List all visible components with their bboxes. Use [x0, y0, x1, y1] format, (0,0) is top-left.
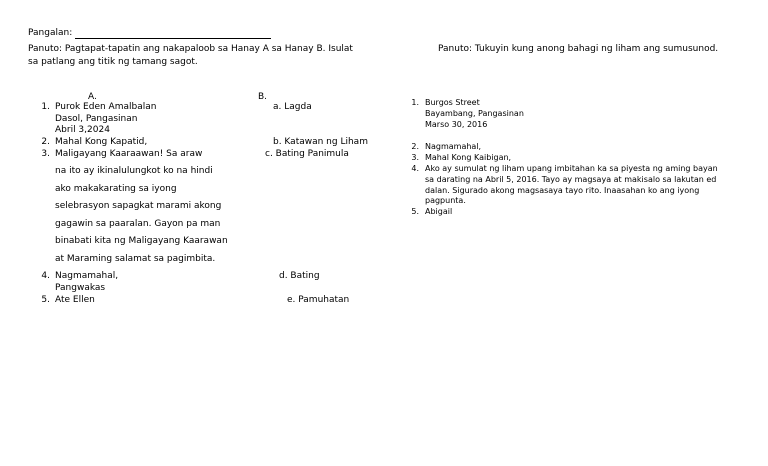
right-item-1-line: Burgos Street [425, 98, 480, 107]
item-a-4-line: Nagmamahal, [55, 271, 119, 281]
item-a-4-number: 4. [41, 271, 50, 281]
item-a-3-line: binabati kita ng Maligayang Kaarawan [55, 236, 228, 246]
pangalan-field [28, 28, 271, 39]
column-a-heading: A. [88, 92, 97, 102]
right-item-3-number: 3. [411, 153, 419, 162]
item-a-1-line: Purok Eden Amalbalan [55, 102, 157, 112]
item-a-3-line: at Maraming salamat sa pagimbita. [55, 254, 216, 264]
right-item-1-number: 1. [411, 98, 419, 107]
item-a-3-line: na ito ay ikinalulungkot ko na hindi [55, 166, 213, 176]
right-item-4-line: Ako ay sumulat ng liham upang imbitahan ka sa piyesta ng aming bayan [425, 164, 718, 173]
choice-a: a. Lagda [273, 102, 312, 112]
item-a-5-line: Ate Ellen [55, 295, 95, 305]
right-item-4-line: dalan. Sigurado akong magsasaya tayo rito. Inaasahan ko ang iyong [425, 186, 700, 195]
choice-e: e. Pamuhatan [287, 295, 350, 305]
right-item-4-line: pagpunta. [425, 196, 466, 205]
item-a-2-number: 2. [41, 137, 50, 147]
choice-b: b. Katawan ng Liham [273, 137, 368, 147]
right-item-2-line: Nagmamahal, [425, 142, 482, 151]
right-item-1-line: Bayambang, Pangasinan [425, 109, 524, 118]
item-a-2-line: Mahal Kong Kapatid, [55, 137, 148, 147]
right-item-2-number: 2. [411, 142, 419, 151]
right-item-5-line: Abigail [425, 207, 453, 216]
right-item-1-line: Marso 30, 2016 [425, 120, 488, 129]
left-instruction-line1: Panuto: Pagtapat-tapatin ang nakapaloob sa Hanay A sa Hanay B. Isulat [28, 44, 353, 54]
item-a-3-line: Maligayang Kaaraawan! Sa araw [55, 149, 203, 159]
item-a-4-line: Pangwakas [55, 283, 106, 293]
right-item-5-number: 5. [411, 207, 419, 216]
item-a-3-line: selebrasyon sapagkat marami akong [55, 201, 222, 211]
choice-d: d. Bating [279, 271, 320, 281]
left-instruction-line2: sa patlang ang titik ng tamang sagot. [28, 57, 198, 67]
right-instruction: Panuto: Tukuyin kung anong bahagi ng liham ang sumusunod. [438, 44, 719, 54]
pangalan-label: Pangalan: [28, 28, 73, 38]
right-item-4-number: 4. [411, 164, 419, 173]
right-item-4-line: sa darating na Abril 5, 2016. Tayo ay magsaya at makisalo sa lakutan ed [425, 175, 717, 184]
item-a-3-number: 3. [41, 149, 50, 159]
item-a-3-line: ako makakarating sa iyong [55, 184, 177, 194]
right-item-3-line: Mahal Kong Kaibigan, [425, 153, 512, 162]
item-a-1-number: 1. [41, 102, 50, 112]
name-blank-line[interactable] [75, 29, 271, 39]
item-a-5-number: 5. [41, 295, 50, 305]
item-a-1-line: Dasol, Pangasinan [55, 114, 138, 124]
item-a-3-line: gagawin sa paaralan. Gayon pa man [55, 219, 221, 229]
column-b-heading: B. [258, 92, 268, 102]
choice-c: c. Bating Panimula [265, 149, 349, 159]
item-a-1-line: Abril 3,2024 [55, 125, 110, 135]
